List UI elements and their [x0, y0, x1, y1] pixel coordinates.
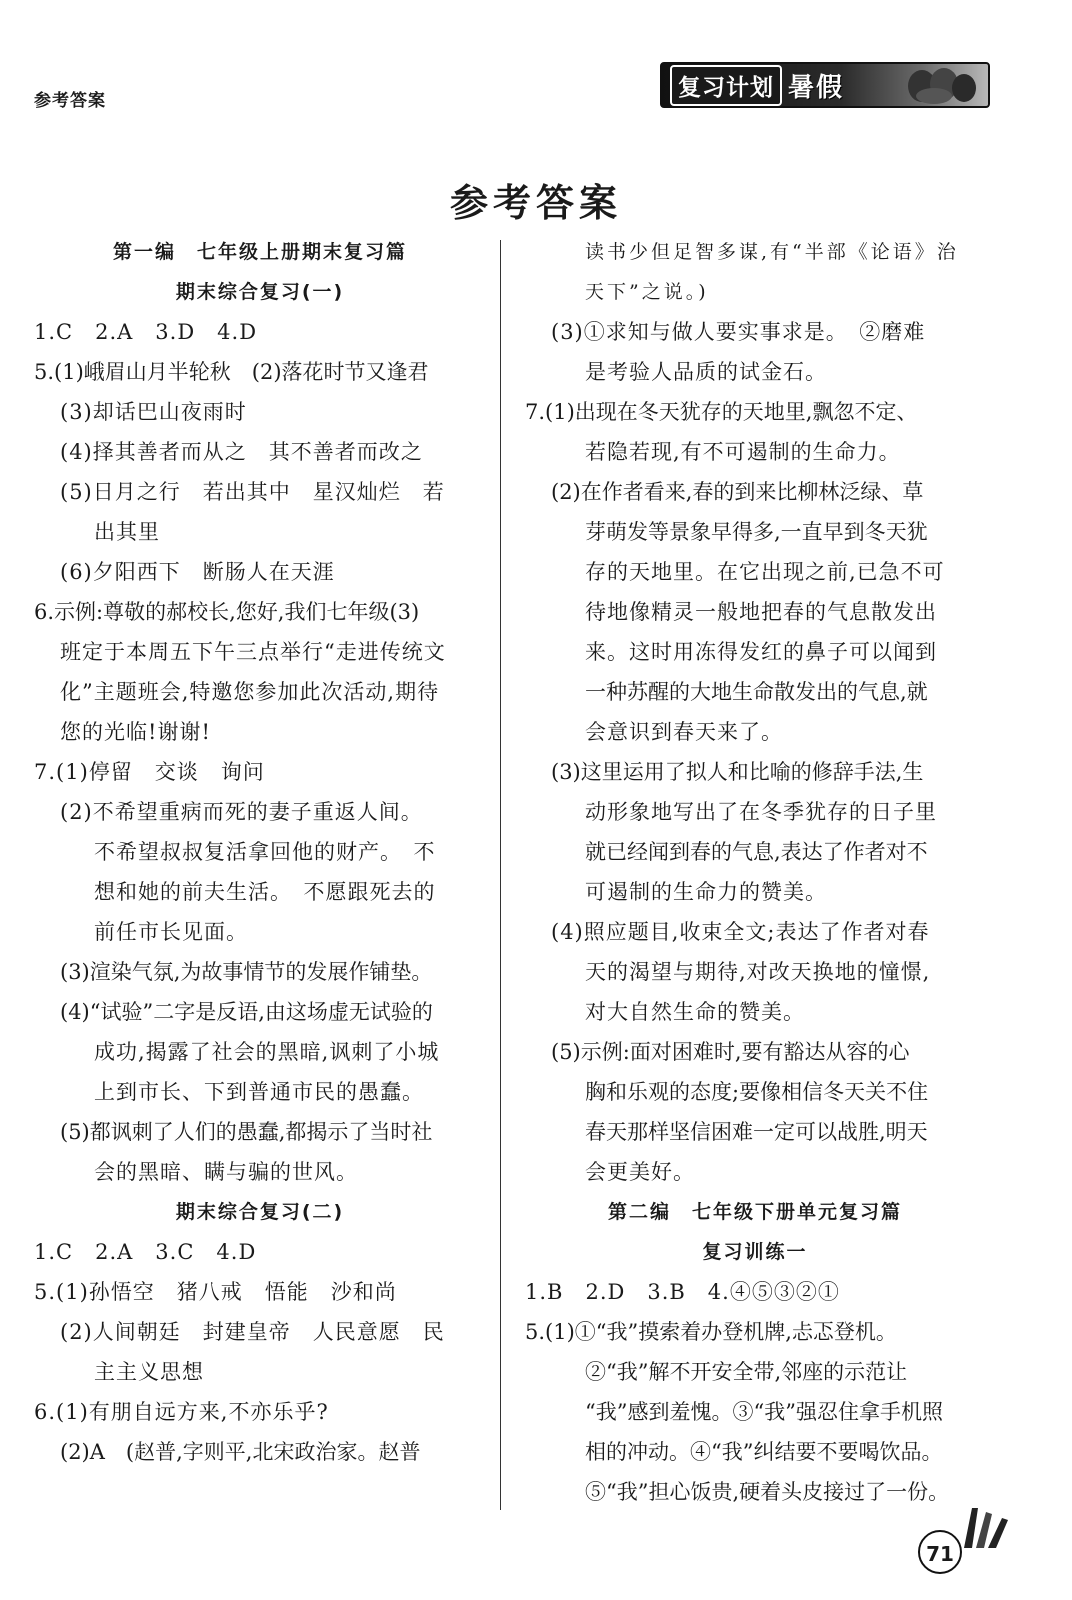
answer-line: 会更美好。	[585, 1160, 695, 1184]
answer-line: 动形象地写出了在冬季犹存的日子里	[585, 800, 937, 824]
answer-line: 想和她的前夫生活。 不愿跟死去的	[94, 880, 436, 904]
left-column	[34, 232, 486, 1472]
answer-line: 前任市长见面。	[94, 920, 248, 944]
answer-line: 5.(1)峨眉山月半轮秋 (2)落花时节又逢君	[34, 360, 429, 384]
answer-line: (2)在作者看来,春的到来比柳林泛绿、草	[551, 480, 924, 504]
answer-line: (4)照应题目,收束全文;表达了作者对春	[551, 920, 930, 944]
right-column	[525, 232, 985, 1512]
answer-line: 读书少但足智多谋,有“半部《论语》治	[585, 241, 959, 263]
answer-line: 若隐若现,有不可遏制的生命力。	[585, 440, 901, 464]
answer-line: 会的黑暗、瞒与骗的世风。	[94, 1160, 358, 1184]
answer-line: 班定于本周五下午三点举行“走进传统文	[60, 640, 446, 664]
answer-line: 相的冲动。④“我”纠结要不要喝饮品。	[585, 1440, 943, 1464]
answer-line: 待地像精灵一般地把春的气息散发出	[585, 600, 937, 624]
answer-line: “我”感到羞愧。③“我”强忍住拿手机照	[585, 1400, 943, 1424]
sub-heading: 期末综合复习(二)	[175, 1201, 345, 1223]
answer-line: 天的渴望与期待,对改天换地的憧憬,	[585, 960, 931, 984]
answer-line: ⑤“我”担心饭贵,硬着头皮接过了一份。	[585, 1480, 950, 1504]
answer-line: 1.C 2.A 3.D 4.D	[34, 320, 258, 344]
sub-heading: 期末综合复习(一)	[175, 281, 345, 303]
section-heading: 第一编 七年级上册期末复习篇	[112, 241, 407, 263]
flower-decoration-icon	[892, 66, 982, 106]
banner-sub-label: 暑假	[788, 72, 845, 103]
answer-line: 是考验人品质的试金石。	[585, 360, 827, 384]
section-heading: 第二编 七年级下册单元复习篇	[607, 1201, 902, 1223]
answer-line: ②“我”解不开安全带,邻座的示范让	[585, 1360, 908, 1384]
answer-line: 7.(1)停留 交谈 询问	[34, 760, 265, 784]
answer-line: 来。这时用冻得发红的鼻子可以闻到	[585, 640, 937, 664]
answer-line: 胸和乐观的态度;要像相信冬天关不住	[585, 1080, 929, 1104]
answer-line: 化”主题班会,特邀您参加此次活动,期待	[60, 680, 440, 704]
series-banner	[660, 62, 990, 108]
answer-line: 6.(1)有朋自远方来,不亦乐乎?	[34, 1400, 329, 1424]
page-title: 参考答案	[449, 181, 622, 225]
answer-line: 1.B 2.D 3.B 4.④⑤③②①	[525, 1280, 840, 1304]
answer-line: 5.(1)孙悟空 猪八戒 悟能 沙和尚	[34, 1280, 397, 1304]
answer-line: 天下”之说。)	[585, 281, 709, 303]
answer-line: (4)择其善者而从之 其不善者而改之	[60, 440, 423, 464]
answer-line: 可遏制的生命力的赞美。	[585, 880, 827, 904]
answer-line: 不希望叔叔复活拿回他的财产。 不	[94, 840, 436, 864]
banner-main-label: 复习计划	[670, 65, 782, 106]
answer-line: (3)却话巴山夜雨时	[60, 400, 247, 424]
answer-line: 5.(1)①“我”摸索着办登机牌,忐忑登机。	[525, 1320, 897, 1344]
column-divider	[500, 240, 501, 1510]
answer-line: 存的天地里。在它出现之前,已急不可	[585, 560, 945, 584]
answer-line: 7.(1)出现在冬天犹存的天地里,飘忽不定、	[525, 400, 918, 424]
running-header: 参考答案	[34, 91, 106, 111]
answer-line: 您的光临!谢谢!	[60, 720, 211, 744]
answer-line: 芽萌发等景象早得多,一直早到冬天犹	[585, 520, 928, 544]
answer-line: (5)示例:面对困难时,要有豁达从容的心	[551, 1040, 910, 1064]
answer-line: (3)这里运用了拟人和比喻的修辞手法,生	[551, 760, 924, 784]
answer-line: 对大自然生命的赞美。	[585, 1000, 805, 1024]
answer-line: 会意识到春天来了。	[585, 720, 783, 744]
answer-line: 1.C 2.A 3.C 4.D	[34, 1240, 257, 1264]
answer-line: 就已经闻到春的气息,表达了作者对不	[585, 840, 928, 864]
answer-line: (2)不希望重病而死的妻子重返人间。	[60, 800, 423, 824]
sub-heading: 复习训练一	[702, 1241, 808, 1263]
answer-line: (4)“试验”二字是反语,由这场虚无试验的	[60, 1000, 433, 1024]
answer-line: 春天那样坚信困难一定可以战胜,明天	[585, 1120, 928, 1144]
answer-line: (3)渲染气氛,为故事情节的发展作铺垫。	[60, 960, 433, 984]
answer-line: (5)都讽刺了人们的愚蠢,都揭示了当时社	[60, 1120, 433, 1144]
pencil-decoration-icon	[958, 1500, 1018, 1550]
answer-line: 成功,揭露了社会的黑暗,讽刺了小城	[94, 1040, 440, 1064]
page-number: 71	[918, 1530, 962, 1574]
answer-line: (3)①求知与做人要实事求是。 ②磨难	[551, 320, 926, 344]
answer-line: 主主义思想	[94, 1360, 204, 1384]
answer-line: (5)日月之行 若出其中 星汉灿烂 若	[60, 480, 445, 504]
answer-line: (6)夕阳西下 断肠人在天涯	[60, 560, 335, 584]
answer-line: (2)A (赵普,字则平,北宋政治家。赵普	[60, 1440, 421, 1464]
answer-line: 上到市长、下到普通市民的愚蠢。	[94, 1080, 424, 1104]
answer-line: (2)人间朝廷 封建皇帝 人民意愿 民	[60, 1320, 445, 1344]
answer-line: 一种苏醒的大地生命散发出的气息,就	[585, 680, 928, 704]
answer-line: 6.示例:尊敬的郝校长,您好,我们七年级(3)	[34, 600, 420, 624]
answer-line: 出其里	[94, 520, 160, 544]
